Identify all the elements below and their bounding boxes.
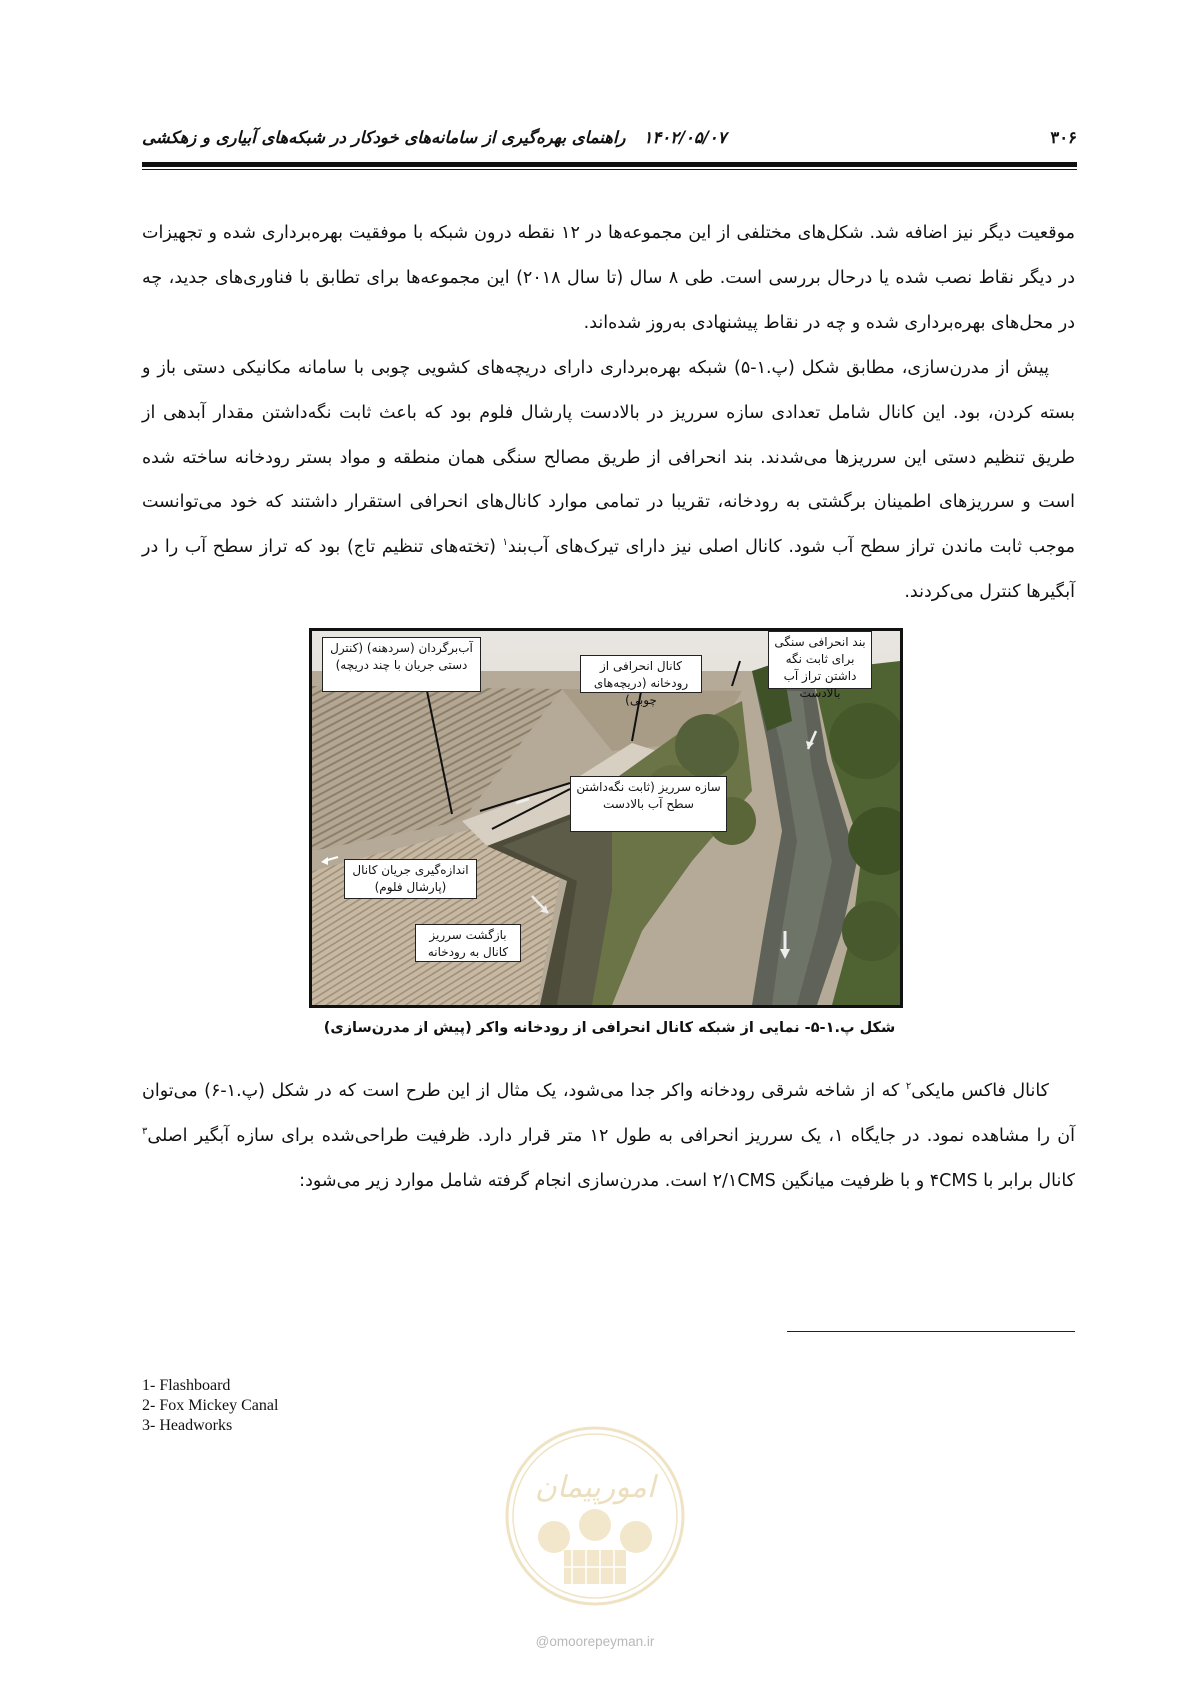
aerial-photo-figure xyxy=(309,628,903,1008)
label-parshall-flume: اندازه‌گیری جریان کانال (پارشال فلوم) xyxy=(344,859,477,899)
paragraph-1: موقعیت دیگر نیز اضافه شد. شکل‌های مختلفی از این مجموعه‌ها در ۱۲ نقطه درون شبکه با موفقیت بهره‌برداری شده و تجهیزات در دیگر نقاط نصب شده یا درحال بررسی است. طی ۸ سال (تا سال ۲۰۱۸) این مجموعه‌ها برای تطابق با فناوری‌های جدید، چه در محل‌های بهره‌برداری شده و چه در نقاط پیشنهادی به‌روز شده‌اند. xyxy=(142,223,1076,333)
running-title xyxy=(142,128,726,147)
watermark-stamp-logo xyxy=(504,1425,686,1607)
paragraph-2-text-b: (تخته‌های تنظیم تاج) بود که تراز سطح آب را در آبگیرها کنترل می‌کردند. xyxy=(142,537,1075,602)
footnote-3: 3- Headworks xyxy=(142,1417,233,1434)
footnote-2: 2- Fox Mickey Canal xyxy=(142,1397,279,1414)
footnote-1: 1- Flashboard xyxy=(142,1377,231,1394)
watermark-site: @omoorepeyman.ir xyxy=(535,1634,655,1649)
header-rule-thin xyxy=(142,169,1077,170)
label-weir: سازه سرریز (ثابت نگه‌داشتن سطح آب بالادست xyxy=(570,776,727,832)
header-rule-thick xyxy=(142,162,1077,167)
label-diversion-canal: کانال انحرافی از رودخانه (دریچه‌های چوبی) xyxy=(580,655,702,693)
figure-caption: شکل پ.۱-۵- نمایی از شبکه کانال انحرافی از رودخانه واکر (پیش از مدرن‌سازی) xyxy=(323,1020,896,1036)
stamp-lettering: امورپیمان xyxy=(534,1470,656,1505)
label-intake: آب‌برگردان (سردهنه) (کنترل دستی جریان با چند دریچه) xyxy=(322,637,481,692)
footnote-rule xyxy=(787,1331,1075,1332)
paragraph-2-text-a: پیش از مدرن‌سازی، مطابق شکل (پ.۱-۵) شبکه بهره‌برداری دارای دریچه‌های کشویی چوبی با سامانه مکانیکی دستی باز و بسته کردن، بود. این کانال شامل تعدادی سازه سرریز در بالادست پارشال فلوم بود که باعث ثابت نگه‌داشتن مقدار آبدهی از طریق تنظیم دستی این سرریزها می‌شدند. بند انحرافی از طریق مصالح سنگی همان منطقه و مواد بستر رودخانه ساخته شده است و سرریزهای اطمینان برگشتی به رودخانه، تقریبا در تمامی موارد کانال‌های انحرافی استقرار داشتند که خود می‌توانست موجب ثابت ماندن تراز سطح آب شود. کانال اصلی نیز دارای تیرک‌های آب‌بند xyxy=(142,358,1075,558)
paragraph-3-text-c: کانال برابر با ۴CMS و با ظرفیت میانگین ۲/۱CMS است. مدرن‌سازی انجام گرفته شامل موارد زیر می‌شود: xyxy=(299,1170,1075,1191)
header-title: راهنمای بهره‌گیری از سامانه‌های خودکار در شبکه‌های آبیاری و زهکشی xyxy=(142,128,626,147)
footnote-ref-1: ۱ xyxy=(502,537,508,549)
paragraph-3-text-b: که از شاخه شرقی رودخانه واکر جدا می‌شود، یک مثال از این طرح است که در شکل (پ.۱-۶) می‌توان آن را مشاهده نمود. در جایگاه ۱، یک سرریز انحرافی به طول ۱۲ متر قرار دارد. ظرفیت طراحی‌شده برای سازه آبگیر اصلی xyxy=(142,1081,1075,1146)
footnote-ref-3: ۳ xyxy=(142,1125,148,1137)
footnote-ref-2: ۲ xyxy=(905,1081,912,1093)
page-header xyxy=(142,124,1077,154)
label-diversion-dam: بند انحرافی سنگی برای ثابت نگه داشتن تراز آب بالادست xyxy=(768,631,872,689)
footnotes xyxy=(142,1376,278,1436)
paragraph-2 xyxy=(142,346,1075,615)
paragraph-3-text-a: کانال فاکس مایکی xyxy=(911,1081,1049,1101)
paragraph-3 xyxy=(142,1069,1075,1203)
page-number: ۳۰۶ xyxy=(1050,128,1077,147)
label-return-spillway: بازگشت سرریز کانال به رودخانه xyxy=(415,924,521,962)
header-date: ۱۴۰۲/۰۵/۰۷ xyxy=(643,128,727,147)
